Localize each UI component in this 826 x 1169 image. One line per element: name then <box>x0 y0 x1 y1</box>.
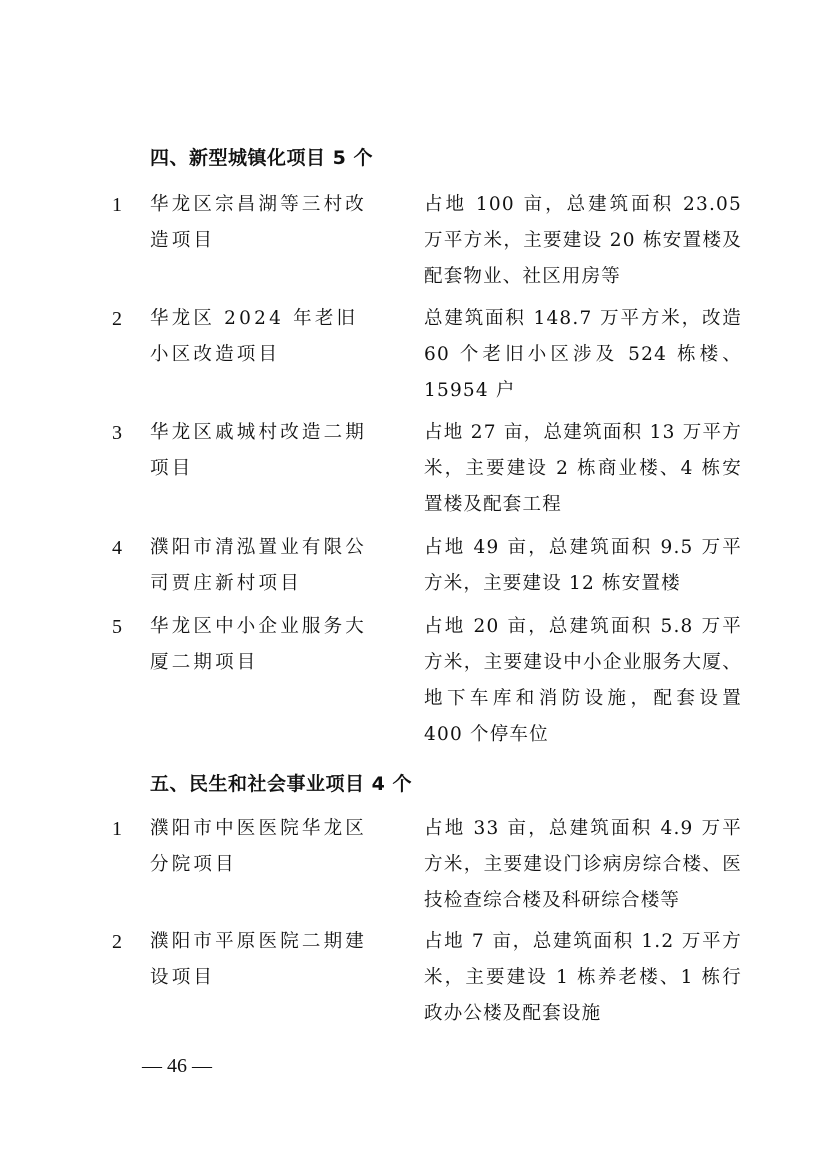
project-number: 2 <box>112 308 122 330</box>
project-name: 濮阳市平原医院二期建设项目 <box>150 931 368 988</box>
section-heading: 五、民生和社会事业项目 4 个 <box>150 773 412 795</box>
project-number: 3 <box>112 422 122 444</box>
project-description: 占地 7 亩，总建筑面积 1.2 万平方米，主要建设 1 栋养老楼、1 栋行政办公楼及配套设施 <box>424 931 742 1024</box>
project-number: 5 <box>112 616 122 638</box>
project-name: 濮阳市清泓置业有限公司贾庄新村项目 <box>150 537 368 594</box>
project-name: 华龙区戚城村改造二期项目 <box>150 422 368 479</box>
project-description: 占地 49 亩，总建筑面积 9.5 万平方米，主要建设 12 栋安置楼 <box>424 537 742 594</box>
project-description: 占地 20 亩，总建筑面积 5.8 万平方米，主要建设中小企业服务大厦、地下车库和消防设施，配套设置 400 个停车位 <box>424 616 742 745</box>
project-name: 濮阳市中医医院华龙区分院项目 <box>150 818 368 875</box>
project-name: 华龙区 2024 年老旧小区改造项目 <box>150 308 359 365</box>
page-number: — 46 — <box>142 1055 212 1077</box>
project-number: 2 <box>112 931 122 953</box>
project-description: 总建筑面积 148.7 万平方米，改造 60 个老旧小区涉及 524 栋楼、15954 户 <box>424 308 742 401</box>
project-description: 占地 100 亩，总建筑面积 23.05 万平方米，主要建设 20 栋安置楼及配套物业、社区用房等 <box>424 194 742 287</box>
section-heading: 四、新型城镇化项目 5 个 <box>150 147 373 169</box>
project-number: 4 <box>112 537 122 559</box>
project-number: 1 <box>112 194 122 216</box>
project-description: 占地 33 亩，总建筑面积 4.9 万平方米，主要建设门诊病房综合楼、医技检查综合楼及科研综合楼等 <box>424 818 742 911</box>
project-number: 1 <box>112 818 122 840</box>
project-name: 华龙区中小企业服务大厦二期项目 <box>150 616 368 673</box>
project-name: 华龙区宗昌湖等三村改造项目 <box>150 194 368 251</box>
project-description: 占地 27 亩，总建筑面积 13 万平方米，主要建设 2 栋商业楼、4 栋安置楼及配套工程 <box>424 422 742 515</box>
